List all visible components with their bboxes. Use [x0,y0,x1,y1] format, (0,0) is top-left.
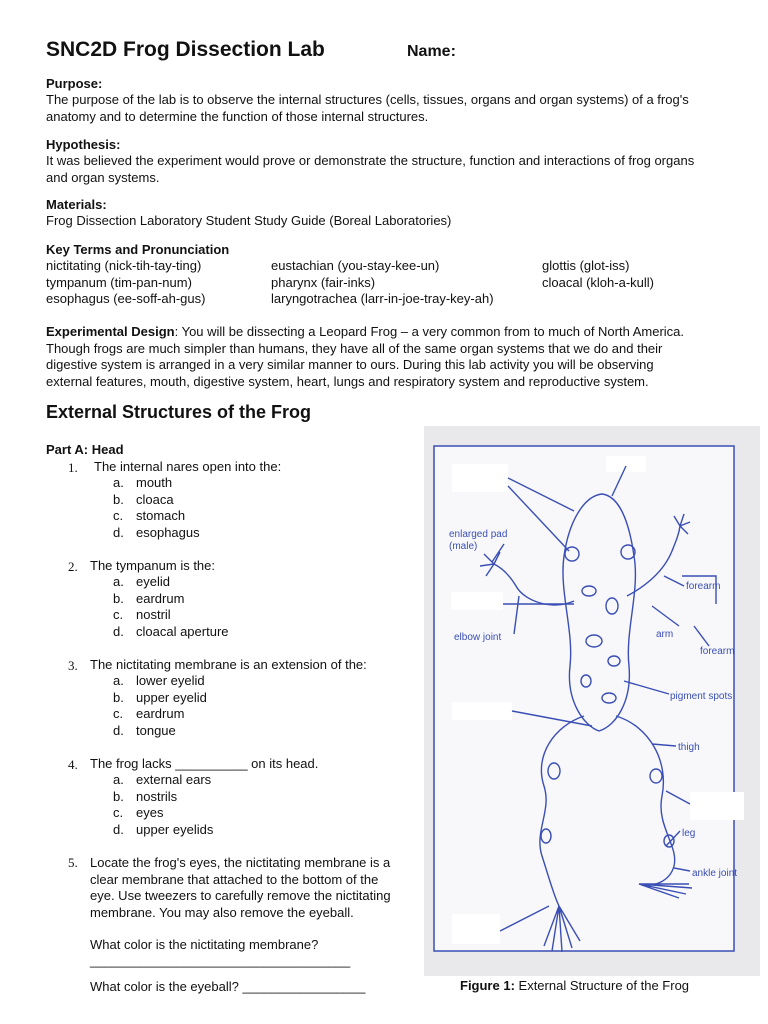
key-terms-col1 [46,258,205,308]
question-number: 2. [68,559,78,574]
option: a. lower eyelid [113,673,205,688]
option: b. cloaca [113,491,174,507]
question-number: 4. [68,757,78,772]
purpose-line: The purpose of the lab is to observe the internal structures (cells, tissues, organs and organ systems) of a frog's [46,92,689,107]
nictitating-color-question: What color is the nictitating membrane? [90,937,319,952]
key-term: glottis (glot-iss) [542,258,630,273]
materials-heading: Materials: [46,197,107,212]
question-number: 5. [68,855,78,870]
blank-label-box [451,592,503,610]
page-title: SNC2D Frog Dissection Lab [46,38,325,61]
figure-caption [460,978,689,993]
label-ankle-joint: ankle joint [692,868,738,879]
part-a-heading: Part A: Head [46,442,124,457]
key-terms-heading: Key Terms and Pronunciation [46,242,230,257]
blank-label-box [606,456,646,472]
label-forearm-1: forearm [686,581,721,592]
blank-label-box [452,464,508,492]
design-line [46,324,766,341]
option: a. external ears [113,772,212,787]
hypothesis-heading: Hypothesis: [46,137,121,152]
question-3-options [113,673,207,739]
purpose-heading: Purpose: [46,76,103,91]
option: c. nostril [113,607,171,622]
design-line: digestive system is arranged in a very similar manner to ours. During this lab activity you will be observing [46,357,654,372]
blank-label-box [452,702,512,720]
experimental-design [46,324,766,390]
key-terms-col3 [542,258,654,291]
question-number: 1. [68,460,78,475]
nictitating-color-answer-line[interactable]: ____________________________________ [90,953,351,968]
question-1-options [113,475,200,541]
question-3 [68,657,367,675]
name-label: Name: [407,43,456,60]
key-term: nictitating (nick-tih-tay-ting) [46,258,202,273]
label-male: (male) [449,541,478,552]
option: d. cloacal aperture [113,623,229,639]
key-term: eustachian (you-stay-kee-un) [271,258,440,273]
design-label: Experimental Design [46,324,175,339]
option: c. stomach [113,508,186,523]
key-term: cloacal (kloh-a-kull) [542,274,654,290]
label-thigh: thigh [678,742,700,753]
eyeball-color-question[interactable]: What color is the eyeball? _________________ [90,979,366,994]
key-term: laryngotrachea (larr-in-joe-tray-key-ah) [271,291,494,306]
question-text: The tympanum is the: [90,558,215,573]
option: d. upper eyelids [113,821,214,837]
question-1 [68,459,282,477]
question-text: eye. Use tweezers to carefully remove the nictitating [90,888,391,903]
frog-figure [424,426,760,976]
blank-label-box [690,792,744,820]
question-text: clear membrane that attached to the bottom of the [90,871,379,887]
purpose-text [46,92,689,125]
design-text: : You will be dissecting a Leopard Frog – a very common from to much of North America. [174,324,685,339]
option: b. nostrils [113,788,178,804]
label-enlarged-pad: enlarged pad [449,529,508,540]
hypothesis-text [46,153,694,186]
option: b. eardrum [113,590,185,606]
materials-text: Frog Dissection Laboratory Student Study Guide (Boreal Laboratories) [46,213,452,228]
option: d. tongue [113,722,176,738]
hypothesis-line: It was believed the experiment would prove or demonstrate the structure, function and interactions of frog organs [46,153,695,168]
option: b. upper eyelid [113,689,207,705]
hypothesis-line: and organ systems. [46,169,160,185]
option: c. eardrum [113,706,185,721]
question-text: The internal nares open into the: [94,459,282,474]
key-terms-col2 [271,258,494,308]
label-arm: arm [656,629,674,640]
figure-caption-label: Figure 1: [460,978,515,993]
question-number: 3. [68,658,78,673]
question-text: The frog lacks __________ on its head. [90,756,319,771]
option: a. eyelid [113,574,170,589]
question-text: The nictitating membrane is an extension of the: [90,657,367,672]
blank-label-box [452,914,500,944]
question-4 [68,756,319,774]
question-5 [90,855,420,921]
label-pigment-spots: pigment spots [670,691,733,702]
key-term: esophagus (ee-soff-ah-gus) [46,291,206,306]
question-text: membrane. You may also remove the eyeball. [90,904,354,920]
option: c. eyes [113,805,164,820]
question-4-options [113,772,213,838]
question-2 [68,558,215,576]
key-term: pharynx (fair-inks) [271,274,376,290]
label-forearm-2: forearm [700,646,735,657]
figure-caption-text: External Structure of the Frog [514,978,690,993]
section-title: External Structures of the Frog [46,402,312,422]
label-elbow-joint: elbow joint [454,632,502,643]
question-2-options [113,574,229,640]
purpose-line: anatomy and to determine the function of those internal structures. [46,108,429,124]
question-text: Locate the frog's eyes, the nictitating membrane is a [90,855,391,870]
option: a. mouth [113,475,173,490]
key-term: tympanum (tim-pan-num) [46,274,192,290]
design-line: Though frogs are much simpler than humans, they have all of the same organ systems that we do and their [46,340,663,356]
design-line: external features, mouth, digestive system, heart, lungs and respiratory system and reproductive system. [46,373,649,389]
option: d. esophagus [113,524,200,540]
label-leg: leg [682,828,696,839]
